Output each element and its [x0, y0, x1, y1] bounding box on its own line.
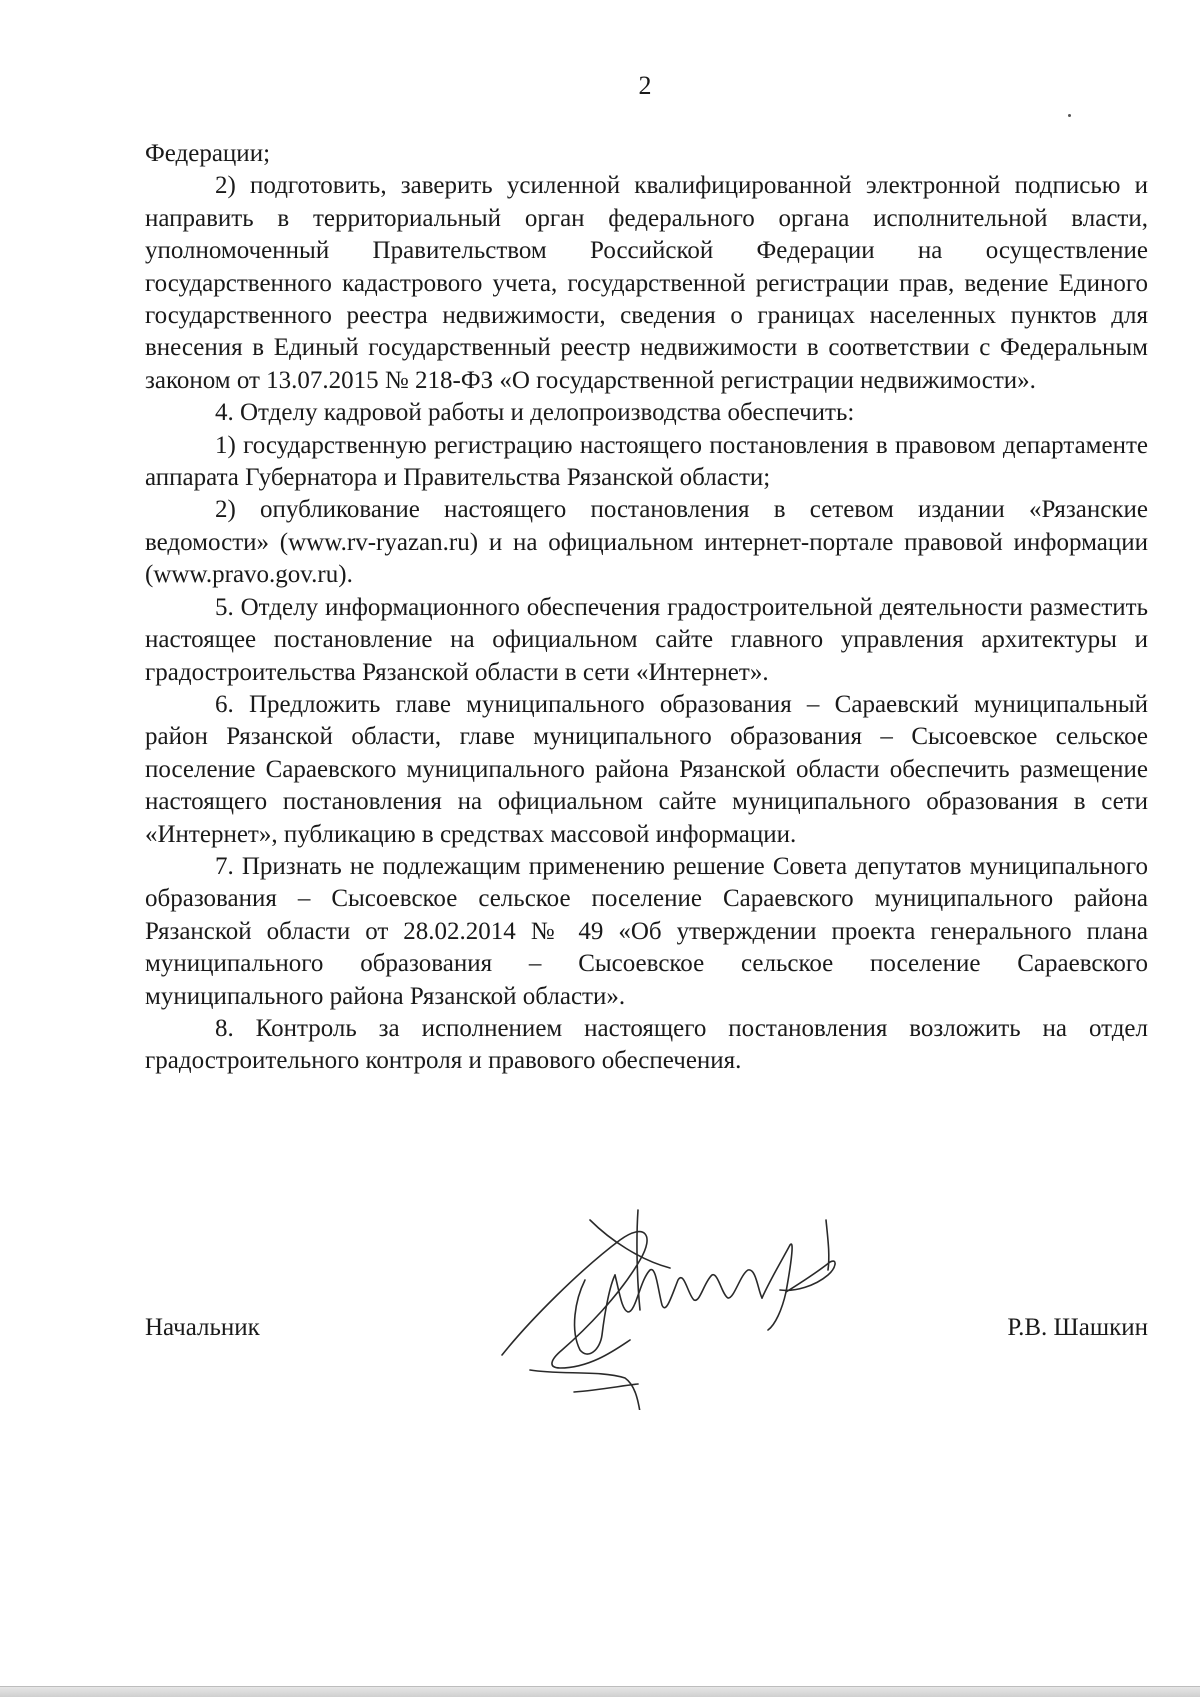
scan-bottom-edge	[0, 1686, 1200, 1697]
paragraph-item-4: 4. Отделу кадровой работы и делопроизводства обеспечить:	[215, 399, 855, 427]
paragraph-continuation: Федерации;	[145, 140, 271, 167]
paragraph-item-5: 5. Отделу информационного обеспечения градостроительной деятельности разместить настоящее постановление на официальном сайте главного управления архитектуры и градостроительства Рязанской области в сети «Интернет».	[145, 593, 1148, 686]
paragraph-item-8: 8. Контроль за исполнением настоящего постановления возложить на отдел градостроительного контроля и правового обеспечения.	[145, 1014, 1148, 1075]
signature-block	[145, 1300, 1148, 1340]
signatory-position: Начальник	[145, 1314, 260, 1341]
paragraph-item-2-registry: 2) подготовить, заверить усиленной квалифицированной электронной подписью и направить в территориальный орган федерального органа исполнительной власти, уполномоченный Правительством Российской Федерации на осуществление государственного кадастрового учета, государственной регистрации прав, ведение Единого государственного реестра недвижимости, сведения о границах населенных пунктов для внесения в Единый государственный реестр недвижимости в соответствии с Федеральным законом от 13.07.2015 № 218-ФЗ «О государственной регистрации недвижимости».	[145, 172, 1148, 394]
paragraph-item-4-2: 2) опубликование настоящего постановления в сетевом издании «Рязанские ведомости» (www.rv-ryazan.ru) и на официальном интернет-портале правовой информации (www.pravo.gov.ru).	[145, 496, 1148, 589]
page-number: 2	[638, 71, 652, 100]
paragraph-item-6: 6. Предложить главе муниципального образования – Сараевский муниципальный район Рязанской области, главе муниципального образования – Сысоевское сельское поселение Сараевского муниципального района Рязанской области обеспечить размещение настоящего постановления на официальном сайте муниципального образования в сети «Интернет», публикацию в средствах массовой информации.	[145, 690, 1148, 848]
document-body	[145, 138, 1148, 1078]
paragraph-item-7: 7. Признать не подлежащим применению решение Совета депутатов муниципального образования – Сысоевское сельское поселение Сараевского муниципального района Рязанской области от 28.02.2014 № 49 «Об утверждении проекта генерального плана муниципального образования – Сысоевское сельское поселение Сараевского муниципального района Рязанской области».	[145, 852, 1148, 1010]
paragraph-item-4-1: 1) государственную регистрацию настоящего постановления в правовом департаменте аппарата Губернатора и Правительства Рязанской области;	[145, 431, 1148, 492]
scan-artifact-dot	[1068, 114, 1071, 117]
signatory-name: Р.В. Шашкин	[1007, 1314, 1148, 1341]
